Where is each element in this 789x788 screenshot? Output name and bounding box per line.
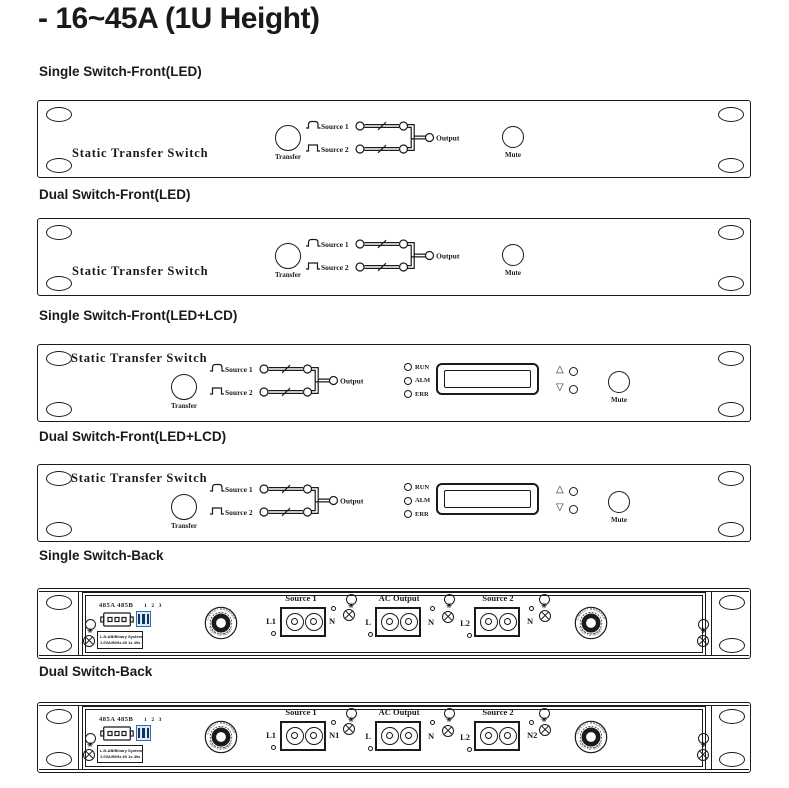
indicator-pin bbox=[430, 606, 435, 611]
power-path-mimic bbox=[206, 360, 386, 408]
power-path-mimic bbox=[206, 480, 386, 528]
err-led-label: ERR bbox=[415, 510, 429, 518]
mounting-hole bbox=[718, 402, 744, 417]
ac-output-terminal-block bbox=[375, 607, 421, 637]
lcd-screen bbox=[444, 490, 531, 508]
svg-text:CIRCUIT BREAKER: CIRCUIT BREAKER bbox=[205, 720, 237, 735]
ear-divider bbox=[711, 705, 712, 770]
spec-line2: 1.0VA/50Hz-60 1s 40s bbox=[100, 753, 141, 759]
source1-terminal-label: Source 1 bbox=[285, 593, 317, 603]
indicator-pin bbox=[529, 720, 534, 725]
junction-led bbox=[400, 122, 408, 130]
transfer-label: Transfer bbox=[275, 153, 301, 161]
bus-lines bbox=[408, 125, 426, 151]
source2-icon bbox=[306, 145, 320, 151]
bus-lines bbox=[408, 243, 426, 269]
ground-screw-icon bbox=[539, 724, 551, 736]
junction-led bbox=[304, 508, 312, 516]
junction-led bbox=[304, 365, 312, 373]
transfer-button bbox=[275, 125, 301, 151]
source1-led bbox=[356, 240, 364, 248]
source1-terminal-label: Source 1 bbox=[285, 707, 317, 717]
terminal-socket bbox=[305, 613, 323, 631]
mute-button bbox=[608, 371, 630, 393]
ac-output-n-label: N bbox=[428, 731, 435, 741]
alm-led bbox=[404, 377, 412, 385]
mounting-hole bbox=[718, 158, 744, 173]
down-arrow-icon: ▽ bbox=[556, 502, 564, 513]
bus-lines bbox=[312, 488, 330, 514]
source1-icon bbox=[306, 240, 321, 247]
switch-lines bbox=[269, 485, 304, 516]
section-heading-single-back: Single Switch-Back bbox=[39, 548, 164, 563]
output-label: Output bbox=[340, 496, 364, 506]
source2-label: Source 2 bbox=[225, 388, 253, 397]
screw-icon bbox=[444, 594, 455, 605]
rs485-connector bbox=[100, 726, 134, 741]
output-led bbox=[426, 134, 434, 142]
terminal-socket bbox=[499, 613, 517, 631]
svg-text:PUSH TO RESET: PUSH TO RESET bbox=[207, 739, 234, 752]
ground-screw-icon bbox=[83, 749, 95, 761]
down-button bbox=[569, 505, 578, 514]
alm-led-label: ALM bbox=[415, 377, 431, 384]
screw-icon bbox=[346, 708, 357, 719]
ground-screw-icon bbox=[697, 749, 709, 761]
screw-icon bbox=[539, 594, 550, 605]
l1-label: L1 bbox=[266, 616, 276, 626]
source1-label: Source 1 bbox=[321, 122, 349, 131]
source1-label: Source 1 bbox=[225, 365, 253, 374]
screw-icon bbox=[85, 733, 96, 744]
screw-icon bbox=[346, 594, 357, 605]
mounting-hole bbox=[46, 752, 72, 767]
l-label: L bbox=[365, 617, 371, 627]
mute-label: Mute bbox=[611, 396, 627, 404]
screw-icon bbox=[698, 733, 709, 744]
terminal-socket bbox=[286, 613, 304, 631]
source1-led bbox=[356, 122, 364, 130]
mounting-hole bbox=[46, 158, 72, 173]
output-led bbox=[426, 252, 434, 260]
source1-label: Source 1 bbox=[225, 485, 253, 494]
source2-led bbox=[260, 388, 268, 396]
mounting-hole bbox=[46, 107, 72, 122]
section-heading-single-front-led: Single Switch-Front(LED) bbox=[39, 64, 202, 79]
svg-text:PUSH TO RESET: PUSH TO RESET bbox=[577, 625, 604, 638]
mounting-hole bbox=[46, 595, 72, 610]
spec-label bbox=[97, 745, 143, 763]
mute-label: Mute bbox=[505, 269, 521, 277]
ac-output-terminal-label: AC Output bbox=[378, 593, 420, 603]
lcd-display bbox=[436, 483, 539, 515]
source2-terminal-block bbox=[474, 607, 520, 637]
junction-led bbox=[304, 485, 312, 493]
indicator-pin bbox=[331, 720, 336, 725]
dip-switch bbox=[136, 725, 151, 741]
output-label: Output bbox=[436, 133, 460, 143]
source1-led bbox=[260, 485, 268, 493]
mounting-hole bbox=[719, 709, 745, 724]
terminal-socket bbox=[400, 727, 418, 745]
section-heading-dual-front-led: Dual Switch-Front(LED) bbox=[39, 187, 191, 202]
ac-output-n-label: N bbox=[428, 617, 435, 627]
mounting-hole bbox=[46, 709, 72, 724]
ground-screw-icon bbox=[343, 609, 355, 621]
l2-label: L2 bbox=[460, 732, 470, 742]
alm-led-label: ALM bbox=[415, 497, 431, 504]
source1-icon bbox=[306, 122, 321, 129]
indicator-pin bbox=[529, 606, 534, 611]
device-name: Static Transfer Switch bbox=[72, 264, 209, 278]
l-label: L bbox=[365, 731, 371, 741]
mounting-hole bbox=[718, 225, 744, 240]
run-led-label: RUN bbox=[415, 483, 430, 491]
indicator-pin bbox=[271, 631, 276, 636]
mounting-hole bbox=[719, 752, 745, 767]
indicator-pin bbox=[368, 746, 373, 751]
indicator-pin bbox=[331, 606, 336, 611]
page-title: - 16~45A (1U Height) bbox=[38, 2, 320, 35]
source1-icon bbox=[210, 485, 225, 492]
panel-dual-front-led bbox=[37, 218, 751, 296]
spec-label bbox=[97, 631, 143, 649]
up-arrow-icon: △ bbox=[556, 484, 564, 495]
err-led bbox=[404, 510, 412, 518]
circuit-breaker bbox=[574, 606, 608, 640]
mounting-hole bbox=[46, 276, 72, 291]
section-heading-dual-front-lcd: Dual Switch-Front(LED+LCD) bbox=[39, 429, 227, 444]
source1-n-label: N bbox=[329, 616, 336, 626]
source2-icon bbox=[210, 388, 224, 394]
switch-lines bbox=[269, 365, 304, 396]
screw-icon bbox=[85, 619, 96, 630]
down-arrow-icon: ▽ bbox=[556, 382, 564, 393]
svg-text:CIRCUIT BREAKER: CIRCUIT BREAKER bbox=[575, 720, 607, 735]
output-led bbox=[330, 497, 338, 505]
transfer-button bbox=[171, 374, 197, 400]
source1-led bbox=[260, 365, 268, 373]
panel-dual-front-lcd bbox=[37, 464, 751, 542]
dip-numbers-label: 1 2 3 bbox=[144, 717, 163, 723]
mounting-hole bbox=[46, 351, 72, 366]
panel-single-front-led bbox=[37, 100, 751, 178]
terminal-socket bbox=[400, 613, 418, 631]
transfer-button bbox=[275, 243, 301, 269]
source2-terminal-label: Source 2 bbox=[482, 707, 514, 717]
source1-icon bbox=[210, 365, 225, 372]
source1-n-label: N1 bbox=[329, 730, 340, 740]
device-name: Static Transfer Switch bbox=[71, 471, 208, 485]
mute-button bbox=[502, 244, 524, 266]
mounting-hole bbox=[719, 638, 745, 653]
mounting-hole bbox=[718, 276, 744, 291]
screw-icon bbox=[444, 708, 455, 719]
source1-label: Source 1 bbox=[321, 240, 349, 249]
l1-label: L1 bbox=[266, 730, 276, 740]
terminal-socket bbox=[286, 727, 304, 745]
err-led bbox=[404, 390, 412, 398]
source2-terminal-block bbox=[474, 721, 520, 751]
mounting-hole bbox=[719, 595, 745, 610]
source2-led bbox=[356, 145, 364, 153]
output-label: Output bbox=[436, 251, 460, 261]
ac-output-terminal-block bbox=[375, 721, 421, 751]
terminal-socket bbox=[480, 727, 498, 745]
ear-divider bbox=[78, 591, 79, 656]
section-heading-single-front-lcd: Single Switch-Front(LED+LCD) bbox=[39, 308, 238, 323]
mounting-hole bbox=[46, 638, 72, 653]
err-led-label: ERR bbox=[415, 390, 429, 398]
spec-line1: L.N.AB/Binary System bbox=[100, 747, 143, 753]
up-arrow-icon: △ bbox=[556, 364, 564, 375]
spec-line2: 1.0VA/50Hz-60 1s 40s bbox=[100, 639, 141, 645]
run-led bbox=[404, 363, 412, 371]
power-path-mimic bbox=[302, 235, 482, 283]
circuit-breaker bbox=[574, 720, 608, 754]
svg-text:PUSH TO RESET: PUSH TO RESET bbox=[207, 625, 234, 638]
terminal-socket bbox=[381, 727, 399, 745]
ear-divider bbox=[78, 705, 79, 770]
panel-dual-back bbox=[37, 702, 751, 773]
mute-button bbox=[502, 126, 524, 148]
alm-led bbox=[404, 497, 412, 505]
ear-divider bbox=[711, 591, 712, 656]
junction-led bbox=[304, 388, 312, 396]
source1-terminal-block bbox=[280, 721, 326, 751]
mounting-hole bbox=[718, 107, 744, 122]
transfer-label: Transfer bbox=[275, 271, 301, 279]
source2-label: Source 2 bbox=[321, 263, 349, 272]
terminal-socket bbox=[381, 613, 399, 631]
run-led-label: RUN bbox=[415, 363, 430, 371]
ground-screw-icon bbox=[343, 723, 355, 735]
run-led bbox=[404, 483, 412, 491]
source2-icon bbox=[306, 263, 320, 269]
bus-lines bbox=[312, 368, 330, 394]
source2-icon bbox=[210, 508, 224, 514]
junction-led bbox=[400, 240, 408, 248]
ground-screw-icon bbox=[697, 635, 709, 647]
source2-n-label: N bbox=[527, 616, 534, 626]
rs485-label: 485A 485B bbox=[99, 602, 134, 609]
terminal-socket bbox=[305, 727, 323, 745]
down-button bbox=[569, 385, 578, 394]
indicator-pin bbox=[271, 745, 276, 750]
mute-button bbox=[608, 491, 630, 513]
indicator-pin bbox=[368, 632, 373, 637]
switch-lines bbox=[365, 122, 400, 153]
source2-terminal-label: Source 2 bbox=[482, 593, 514, 603]
panel-single-back bbox=[37, 588, 751, 659]
mounting-hole bbox=[718, 522, 744, 537]
l2-label: L2 bbox=[460, 618, 470, 628]
ac-output-terminal-label: AC Output bbox=[378, 707, 420, 717]
mounting-hole bbox=[718, 471, 744, 486]
section-heading-dual-back: Dual Switch-Back bbox=[39, 664, 153, 679]
mute-label: Mute bbox=[505, 151, 521, 159]
mute-label: Mute bbox=[611, 516, 627, 524]
up-button bbox=[569, 487, 578, 496]
dip-numbers-label: 1 2 3 bbox=[144, 603, 163, 609]
mounting-hole bbox=[718, 351, 744, 366]
power-path-mimic bbox=[302, 117, 482, 165]
source2-n-label: N2 bbox=[527, 730, 538, 740]
terminal-socket bbox=[499, 727, 517, 745]
source2-label: Source 2 bbox=[225, 508, 253, 517]
source1-terminal-block bbox=[280, 607, 326, 637]
indicator-pin bbox=[467, 747, 472, 752]
up-button bbox=[569, 367, 578, 376]
transfer-button bbox=[171, 494, 197, 520]
spec-line1: L.N.AB/Binary System bbox=[100, 633, 143, 639]
terminal-socket bbox=[480, 613, 498, 631]
circuit-breaker bbox=[204, 720, 238, 754]
svg-text:CIRCUIT BREAKER: CIRCUIT BREAKER bbox=[575, 606, 607, 621]
transfer-label: Transfer bbox=[171, 402, 197, 410]
output-label: Output bbox=[340, 376, 364, 386]
output-led bbox=[330, 377, 338, 385]
screw-icon bbox=[539, 708, 550, 719]
source2-led bbox=[356, 263, 364, 271]
mounting-hole bbox=[46, 471, 72, 486]
lcd-screen bbox=[444, 370, 531, 388]
panel-single-front-lcd bbox=[37, 344, 751, 422]
source2-label: Source 2 bbox=[321, 145, 349, 154]
dip-switch bbox=[136, 611, 151, 627]
svg-text:PUSH TO RESET: PUSH TO RESET bbox=[577, 739, 604, 752]
junction-led bbox=[400, 145, 408, 153]
device-name: Static Transfer Switch bbox=[71, 351, 208, 365]
indicator-pin bbox=[467, 633, 472, 638]
rs485-label: 485A 485B bbox=[99, 716, 134, 723]
mounting-hole bbox=[46, 522, 72, 537]
junction-led bbox=[400, 263, 408, 271]
ground-screw-icon bbox=[83, 635, 95, 647]
indicator-pin bbox=[430, 720, 435, 725]
lcd-display bbox=[436, 363, 539, 395]
svg-text:CIRCUIT BREAKER: CIRCUIT BREAKER bbox=[205, 606, 237, 621]
circuit-breaker bbox=[204, 606, 238, 640]
device-name: Static Transfer Switch bbox=[72, 146, 209, 160]
screw-icon bbox=[698, 619, 709, 630]
mounting-hole bbox=[46, 225, 72, 240]
switch-lines bbox=[365, 240, 400, 271]
mounting-hole bbox=[46, 402, 72, 417]
rs485-connector bbox=[100, 612, 134, 627]
source2-led bbox=[260, 508, 268, 516]
ground-screw-icon bbox=[539, 610, 551, 622]
transfer-label: Transfer bbox=[171, 522, 197, 530]
